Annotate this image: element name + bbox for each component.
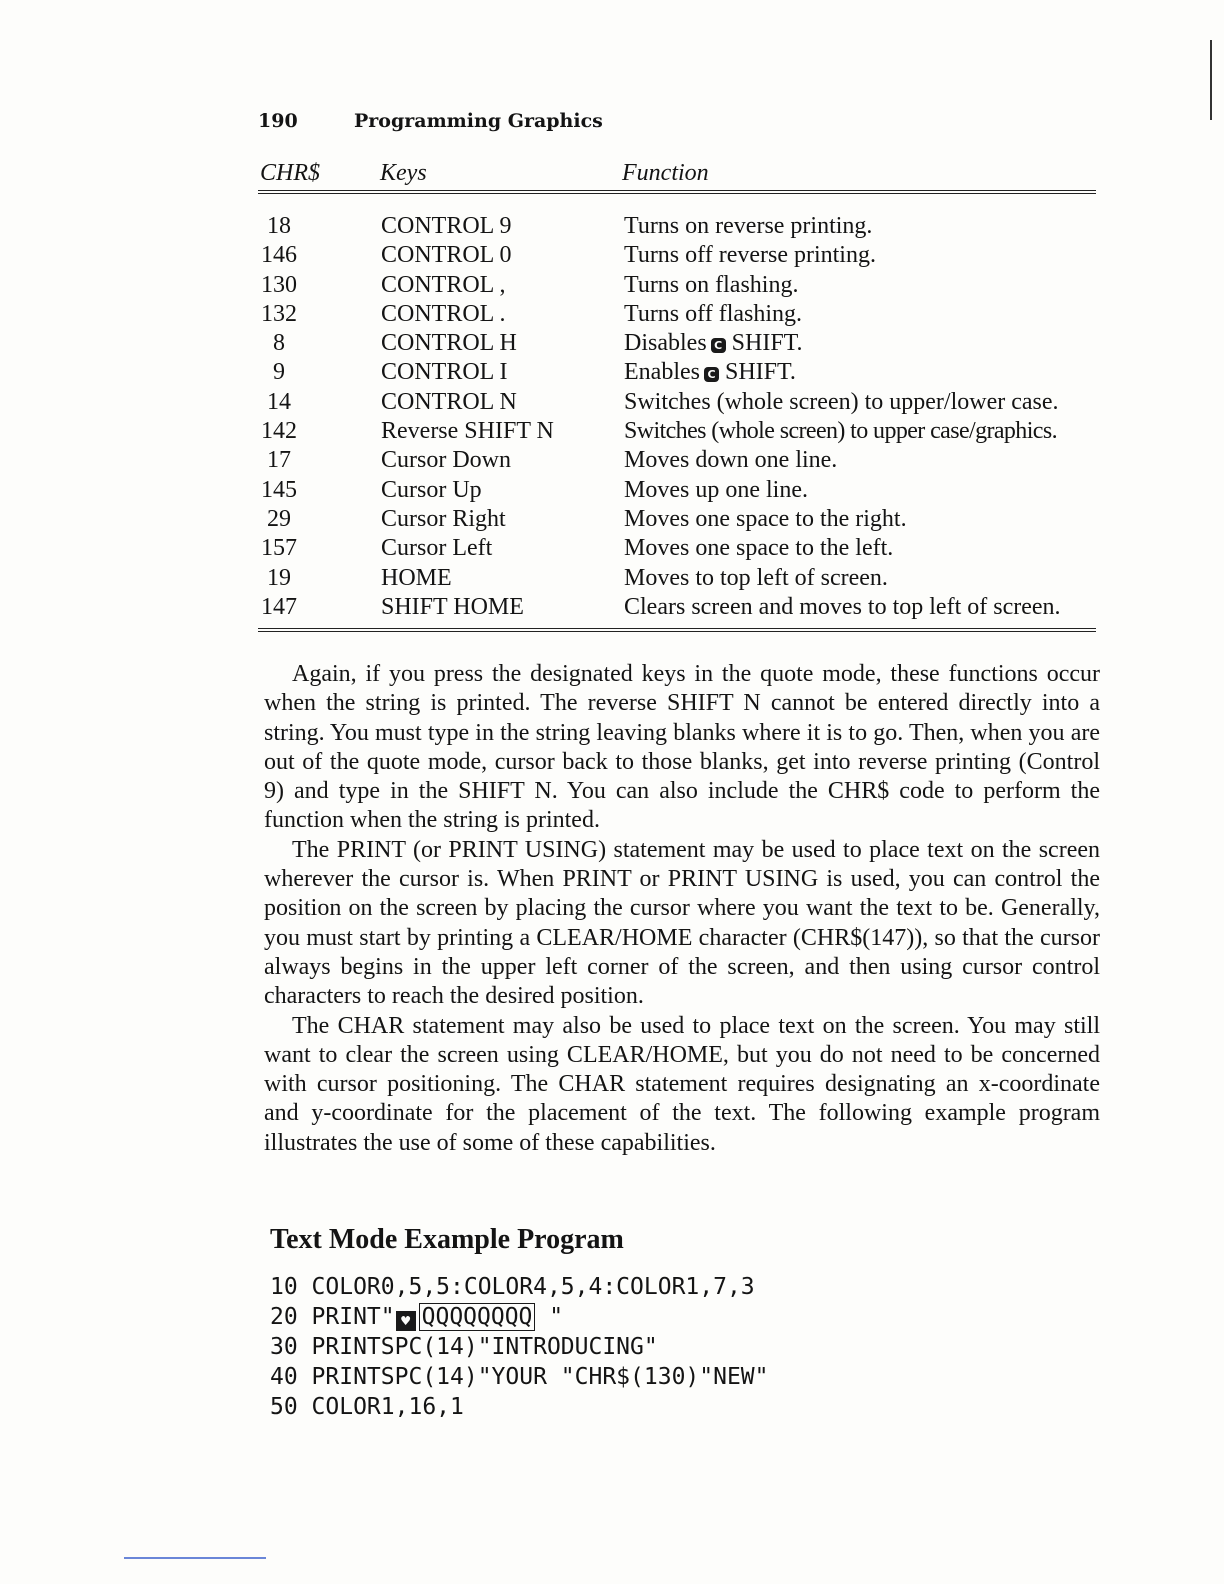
cell-function	[624, 358, 796, 387]
table-row	[258, 271, 1096, 300]
commodore-key-icon: C	[704, 367, 719, 382]
example-program	[270, 1272, 769, 1422]
cell-function: Turns off reverse printing.	[624, 242, 876, 269]
cell-keys: CONTROL I	[381, 359, 508, 386]
margin-rule	[1210, 40, 1212, 120]
table-footer-rule	[258, 628, 1096, 632]
cell-keys: Cursor Left	[381, 535, 493, 562]
paragraph: Again, if you press the designated keys in the quote mode, these functions occur when the string is printed. The reverse SHIFT N cannot be entered directly into a string. You must type in the string leaving blanks where it is to go. Then, when you are out of the quote mode, cursor back to those blanks, get into reverse printing (Control 9) and type in the SHIFT N. You can also include the CHR$ code to perform the function when the string is printed.	[264, 661, 1100, 834]
code-line: 40 PRINTSPC(14)"YOUR "CHR$(130)"NEW"	[270, 1364, 769, 1390]
code-line: 50 COLOR1,16,1	[270, 1394, 464, 1420]
code-line: 10 COLOR0,5,5:COLOR4,5,4:COLOR1,7,3	[270, 1274, 755, 1300]
cell-function: Switches (whole screen) to upper/lower case.	[624, 388, 1059, 415]
cell-function: Moves one space to the right.	[624, 505, 907, 532]
table-row	[258, 358, 1096, 387]
cell-function: Moves to top left of screen.	[624, 564, 888, 591]
cell-function: Moves down one line.	[624, 447, 838, 474]
cell-chr: 29	[267, 505, 291, 532]
column-header-function: Function	[622, 160, 709, 186]
cell-function: Moves up one line.	[624, 476, 808, 503]
cell-keys: CONTROL ,	[381, 271, 506, 298]
table-row	[258, 300, 1096, 329]
cell-chr: 9	[273, 359, 285, 386]
cell-chr: 157	[261, 535, 297, 562]
cell-chr: 8	[273, 330, 285, 357]
function-text: Disables	[624, 330, 707, 357]
cell-chr: 145	[261, 476, 297, 503]
table-row	[258, 241, 1096, 270]
cell-chr: 142	[261, 418, 297, 445]
cell-function: Turns off flashing.	[624, 300, 803, 327]
cell-chr: 146	[261, 242, 297, 269]
chr-codes-table	[258, 160, 1096, 632]
cell-function	[624, 329, 803, 358]
heart-icon: ♥	[396, 1311, 416, 1331]
cell-keys: CONTROL 0	[381, 242, 512, 269]
code-line: 30 PRINTSPC(14)"INTRODUCING"	[270, 1334, 658, 1360]
table-body	[258, 194, 1096, 628]
cell-function: Clears screen and moves to top left of screen.	[624, 593, 1061, 620]
paragraph: The PRINT (or PRINT USING) statement may be used to place text on the screen wherever the cursor is. When PRINT or PRINT USING is used, you can control the position on the screen by placing the cursor where you want the text to be. Generally, you must start by printing a CLEAR/HOME character (CHR$(147)), so that the cursor always begins in the upper left corner of the screen, and then using cursor control characters to reach the desired position.	[264, 836, 1100, 1010]
bottom-link-line	[124, 1557, 266, 1559]
cell-keys: CONTROL N	[381, 388, 517, 415]
table-row	[258, 212, 1096, 241]
cell-chr: 19	[267, 564, 291, 591]
table-row	[258, 417, 1096, 446]
code-text: 20 PRINT"	[270, 1304, 395, 1330]
cell-function: Turns on flashing.	[624, 271, 799, 298]
table-row	[258, 534, 1096, 563]
cell-chr: 14	[267, 388, 291, 415]
function-text: SHIFT.	[731, 330, 803, 357]
page-header	[258, 110, 1098, 140]
cell-chr: 147	[261, 593, 297, 620]
code-line	[270, 1302, 769, 1332]
column-header-chr: CHR$	[260, 160, 320, 186]
code-text: "	[535, 1304, 564, 1330]
table-row	[258, 593, 1096, 622]
cell-keys: HOME	[381, 564, 452, 591]
function-text: Enables	[624, 359, 700, 386]
table-row	[258, 388, 1096, 417]
table-row	[258, 446, 1096, 475]
cell-keys: CONTROL .	[381, 300, 506, 327]
cell-chr: 17	[267, 447, 291, 474]
table-row	[258, 505, 1096, 534]
cell-keys: Cursor Right	[381, 505, 506, 532]
paragraph: The CHAR statement may also be used to place text on the screen. You may still want to clear the screen using CLEAR/HOME, but you do not need to be concerned with cursor positioning. The CHAR statement requires designating an x-coordinate and y-coordinate for the placement of the text. The following example program illustrates the use of some of these capabilities.	[264, 1012, 1100, 1156]
section-title: Text Mode Example Program	[270, 1224, 624, 1255]
function-text: SHIFT.	[724, 359, 796, 386]
cell-keys: Cursor Down	[381, 447, 511, 474]
page-number: 190	[258, 110, 298, 132]
table-row	[258, 476, 1096, 505]
reverse-text-box: QQQQQQQQ	[419, 1303, 536, 1331]
cell-keys: CONTROL 9	[381, 213, 512, 239]
cell-keys: Cursor Up	[381, 476, 482, 503]
cell-chr: 132	[261, 300, 297, 327]
cell-keys: SHIFT HOME	[381, 593, 524, 620]
cell-keys: Reverse SHIFT N	[381, 418, 554, 445]
table-header	[258, 160, 1096, 188]
cell-function: Switches (whole screen) to upper case/graphics.	[624, 418, 1057, 445]
cell-function: Moves one space to the left.	[624, 535, 894, 562]
commodore-key-icon: C	[711, 338, 726, 353]
body-text	[264, 660, 1100, 1158]
cell-keys: CONTROL H	[381, 330, 517, 357]
cell-chr: 18	[267, 213, 291, 239]
table-row	[258, 329, 1096, 358]
running-head: Programming Graphics	[354, 110, 603, 132]
cell-chr: 130	[261, 271, 297, 298]
cell-function: Turns on reverse printing.	[624, 213, 873, 239]
column-header-keys: Keys	[380, 160, 427, 186]
table-row	[258, 564, 1096, 593]
